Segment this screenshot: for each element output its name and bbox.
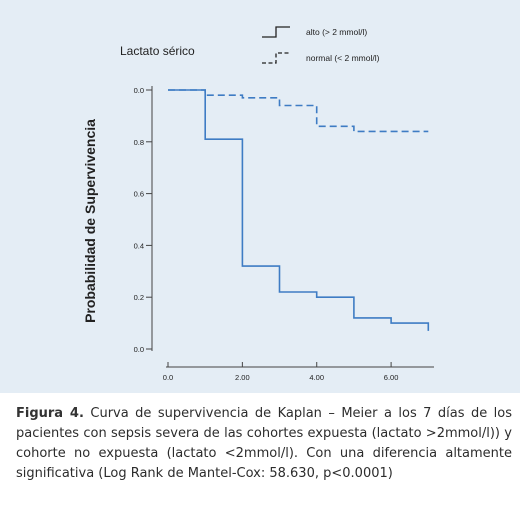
x-tick-label: 6.00 [383,373,399,382]
y-tick-label: 0.2 [133,293,144,303]
survival-curve-alto [168,90,428,331]
figure-label: Figura 4. [16,406,84,421]
chart-title: Lactato sérico [120,44,195,58]
x-tick-label: 0.0 [162,373,174,382]
y-tick-label: 0.4 [133,241,144,251]
survival-curve-normal [168,90,428,131]
x-tick-label: 4.00 [309,373,325,382]
figure-caption [16,404,512,484]
y-tick-label: 0.0 [133,86,144,95]
figure-caption-text: Curva de supervivencia de Kaplan – Meier a los 7 días de los pacientes con sepsis severa de las cohortes expuesta (lactato >2mmol/l)) y cohorte no expuesta (lactato <2mmol/l). Con una diferencia altamente significativa (Log Rank de Mantel-Cox: 58.630, p<0.0001) [16,406,512,481]
legend [262,27,380,63]
axes [134,86,434,382]
y-tick-label: 0.0 [133,345,144,354]
legend-label-alto: alto (> 2 mmol/l) [306,27,368,37]
y-tick-label: 0.8 [133,137,144,147]
y-axis-label: Probabilidad de Supervivencia [82,119,98,323]
x-tick-label: 2.00 [235,373,250,382]
legend-label-normal: normal (< 2 mmol/l) [306,53,380,63]
survival-curves [168,90,428,331]
y-tick-label: 0.6 [133,189,144,199]
legend-dashed-symbol [262,53,290,63]
legend-solid-symbol [262,27,290,37]
